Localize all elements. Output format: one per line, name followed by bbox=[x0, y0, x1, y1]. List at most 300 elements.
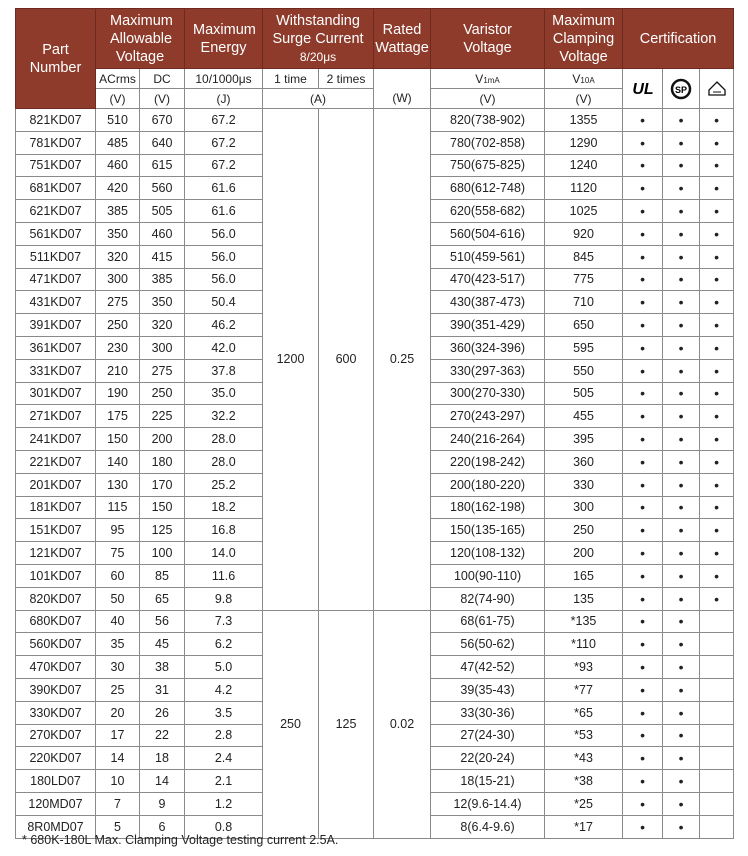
acrms-cell: 5 bbox=[96, 815, 140, 838]
dc-cell: 225 bbox=[140, 405, 185, 428]
dc-cell: 45 bbox=[140, 633, 185, 656]
cert-mark-cell: • bbox=[700, 336, 734, 359]
varistor-voltage-cell: 510(459-561) bbox=[431, 245, 545, 268]
clamping-voltage-cell: 650 bbox=[545, 314, 623, 337]
cert-mark-cell: • bbox=[663, 519, 700, 542]
header-varistor-voltage: Varistor Voltage bbox=[431, 9, 545, 69]
varistor-voltage-cell: 330(297-363) bbox=[431, 359, 545, 382]
cert-mark-cell: • bbox=[663, 747, 700, 770]
energy-cell: 67.2 bbox=[185, 131, 263, 154]
clamping-voltage-cell: 300 bbox=[545, 496, 623, 519]
dc-cell: 640 bbox=[140, 131, 185, 154]
dc-cell: 180 bbox=[140, 450, 185, 473]
energy-cell: 61.6 bbox=[185, 177, 263, 200]
varistor-voltage-cell: 360(324-396) bbox=[431, 336, 545, 359]
dc-cell: 65 bbox=[140, 587, 185, 610]
cert-mark-cell bbox=[700, 633, 734, 656]
energy-cell: 1.2 bbox=[185, 792, 263, 815]
dc-cell: 22 bbox=[140, 724, 185, 747]
ul-icon bbox=[623, 69, 663, 109]
cert-mark-cell: • bbox=[663, 268, 700, 291]
varistor-voltage-cell: 27(24-30) bbox=[431, 724, 545, 747]
cert-mark-cell: • bbox=[663, 291, 700, 314]
part-number-cell: 781KD07 bbox=[16, 131, 96, 154]
cert-mark-cell: • bbox=[623, 815, 663, 838]
cert-mark-cell bbox=[700, 610, 734, 633]
energy-cell: 7.3 bbox=[185, 610, 263, 633]
cert-mark-cell: • bbox=[663, 815, 700, 838]
cert-mark-cell: • bbox=[623, 291, 663, 314]
acrms-cell: 95 bbox=[96, 519, 140, 542]
clamping-voltage-cell: 360 bbox=[545, 450, 623, 473]
cert-mark-cell: • bbox=[623, 633, 663, 656]
part-number-cell: 621KD07 bbox=[16, 200, 96, 223]
cert-mark-cell: • bbox=[700, 109, 734, 132]
cert-mark-cell: • bbox=[623, 245, 663, 268]
acrms-cell: 350 bbox=[96, 222, 140, 245]
cert-mark-cell: • bbox=[663, 770, 700, 793]
energy-cell: 35.0 bbox=[185, 382, 263, 405]
cert-mark-cell: • bbox=[700, 245, 734, 268]
part-number-cell: 560KD07 bbox=[16, 633, 96, 656]
acrms-cell: 75 bbox=[96, 542, 140, 565]
cert-mark-cell: • bbox=[700, 291, 734, 314]
cert-mark-cell: • bbox=[663, 245, 700, 268]
part-number-cell: 511KD07 bbox=[16, 245, 96, 268]
cert-mark-cell: • bbox=[700, 382, 734, 405]
cert-mark-cell: • bbox=[663, 428, 700, 451]
energy-cell: 28.0 bbox=[185, 428, 263, 451]
dc-cell: 26 bbox=[140, 701, 185, 724]
dc-cell: 350 bbox=[140, 291, 185, 314]
part-number-cell: 271KD07 bbox=[16, 405, 96, 428]
part-number-cell: 221KD07 bbox=[16, 450, 96, 473]
footnote: * 680K-180L Max. Clamping Voltage testing current 2.5A. bbox=[22, 833, 339, 847]
dc-cell: 200 bbox=[140, 428, 185, 451]
cert-mark-cell: • bbox=[663, 701, 700, 724]
cert-mark-cell: • bbox=[700, 405, 734, 428]
varistor-voltage-cell: 39(35-43) bbox=[431, 678, 545, 701]
varistor-voltage-cell: 390(351-429) bbox=[431, 314, 545, 337]
header-unit-v-ac: (V) bbox=[96, 89, 140, 109]
energy-cell: 16.8 bbox=[185, 519, 263, 542]
acrms-cell: 460 bbox=[96, 154, 140, 177]
energy-cell: 56.0 bbox=[185, 268, 263, 291]
surge-1-time-cell: 1200 bbox=[263, 109, 319, 611]
cert-mark-cell: • bbox=[663, 496, 700, 519]
header-unit-w: (W) bbox=[374, 69, 431, 109]
acrms-cell: 115 bbox=[96, 496, 140, 519]
csa-icon bbox=[663, 69, 700, 109]
varistor-voltage-cell: 470(423-517) bbox=[431, 268, 545, 291]
part-number-cell: 751KD07 bbox=[16, 154, 96, 177]
energy-cell: 46.2 bbox=[185, 314, 263, 337]
acrms-cell: 190 bbox=[96, 382, 140, 405]
varistor-voltage-cell: 430(387-473) bbox=[431, 291, 545, 314]
surge-1-time-cell: 250 bbox=[263, 610, 319, 838]
header-acrms: ACrms bbox=[96, 69, 140, 89]
dc-cell: 415 bbox=[140, 245, 185, 268]
dc-cell: 100 bbox=[140, 542, 185, 565]
energy-cell: 32.2 bbox=[185, 405, 263, 428]
acrms-cell: 40 bbox=[96, 610, 140, 633]
part-number-cell: 270KD07 bbox=[16, 724, 96, 747]
cert-mark-cell: • bbox=[623, 792, 663, 815]
cert-mark-cell: • bbox=[700, 564, 734, 587]
cert-mark-cell: • bbox=[663, 109, 700, 132]
dc-cell: 85 bbox=[140, 564, 185, 587]
cert-mark-cell: • bbox=[623, 405, 663, 428]
cert-mark-cell: • bbox=[700, 359, 734, 382]
cert-mark-cell: • bbox=[663, 131, 700, 154]
acrms-cell: 17 bbox=[96, 724, 140, 747]
energy-cell: 6.2 bbox=[185, 633, 263, 656]
varistor-voltage-cell: 150(135-165) bbox=[431, 519, 545, 542]
varistor-voltage-cell: 100(90-110) bbox=[431, 564, 545, 587]
varistor-voltage-cell: 750(675-825) bbox=[431, 154, 545, 177]
header-unit-j: (J) bbox=[185, 89, 263, 109]
acrms-cell: 510 bbox=[96, 109, 140, 132]
dc-cell: 31 bbox=[140, 678, 185, 701]
part-number-cell: 820KD07 bbox=[16, 587, 96, 610]
acrms-cell: 20 bbox=[96, 701, 140, 724]
energy-cell: 2.1 bbox=[185, 770, 263, 793]
header-v10a: V10A bbox=[545, 69, 623, 89]
cert-mark-cell: • bbox=[623, 678, 663, 701]
cert-mark-cell bbox=[700, 747, 734, 770]
part-number-cell: 331KD07 bbox=[16, 359, 96, 382]
energy-cell: 67.2 bbox=[185, 154, 263, 177]
energy-cell: 11.6 bbox=[185, 564, 263, 587]
varistor-voltage-cell: 120(108-132) bbox=[431, 542, 545, 565]
cert-mark-cell: • bbox=[700, 519, 734, 542]
energy-cell: 25.2 bbox=[185, 473, 263, 496]
cert-mark-cell: • bbox=[700, 587, 734, 610]
header-max-allowable-voltage: Maximum Allowable Voltage bbox=[96, 9, 185, 69]
clamping-voltage-cell: 330 bbox=[545, 473, 623, 496]
svg-text:SP: SP bbox=[675, 84, 688, 95]
cert-mark-cell: • bbox=[663, 450, 700, 473]
clamping-voltage-cell: *110 bbox=[545, 633, 623, 656]
cert-mark-cell: • bbox=[623, 656, 663, 679]
energy-cell: 4.2 bbox=[185, 678, 263, 701]
varistor-voltage-cell: 220(198-242) bbox=[431, 450, 545, 473]
part-number-cell: 241KD07 bbox=[16, 428, 96, 451]
clamping-voltage-cell: 200 bbox=[545, 542, 623, 565]
dc-cell: 460 bbox=[140, 222, 185, 245]
part-number-cell: 201KD07 bbox=[16, 473, 96, 496]
cert-mark-cell: • bbox=[623, 382, 663, 405]
cert-mark-cell bbox=[700, 815, 734, 838]
cert-mark-cell: • bbox=[663, 792, 700, 815]
acrms-cell: 385 bbox=[96, 200, 140, 223]
varistor-voltage-cell: 560(504-616) bbox=[431, 222, 545, 245]
cert-mark-cell: • bbox=[623, 268, 663, 291]
energy-cell: 2.8 bbox=[185, 724, 263, 747]
energy-cell: 67.2 bbox=[185, 109, 263, 132]
dc-cell: 6 bbox=[140, 815, 185, 838]
energy-cell: 2.4 bbox=[185, 747, 263, 770]
part-number-cell: 680KD07 bbox=[16, 610, 96, 633]
acrms-cell: 50 bbox=[96, 587, 140, 610]
part-number-cell: 361KD07 bbox=[16, 336, 96, 359]
dc-cell: 125 bbox=[140, 519, 185, 542]
cert-mark-cell: • bbox=[700, 496, 734, 519]
cert-mark-cell: • bbox=[700, 542, 734, 565]
part-number-cell: 181KD07 bbox=[16, 496, 96, 519]
cert-mark-cell: • bbox=[663, 154, 700, 177]
acrms-cell: 7 bbox=[96, 792, 140, 815]
acrms-cell: 60 bbox=[96, 564, 140, 587]
cert-mark-cell: • bbox=[623, 336, 663, 359]
cert-mark-cell: • bbox=[700, 428, 734, 451]
varistor-voltage-cell: 780(702-858) bbox=[431, 131, 545, 154]
cert-mark-cell bbox=[700, 770, 734, 793]
varistor-voltage-cell: 300(270-330) bbox=[431, 382, 545, 405]
cert-mark-cell bbox=[700, 724, 734, 747]
energy-cell: 56.0 bbox=[185, 222, 263, 245]
clamping-voltage-cell: 920 bbox=[545, 222, 623, 245]
acrms-cell: 320 bbox=[96, 245, 140, 268]
cert-mark-cell: • bbox=[623, 109, 663, 132]
clamping-voltage-cell: 550 bbox=[545, 359, 623, 382]
dc-cell: 300 bbox=[140, 336, 185, 359]
varistor-voltage-cell: 270(243-297) bbox=[431, 405, 545, 428]
acrms-cell: 140 bbox=[96, 450, 140, 473]
energy-cell: 61.6 bbox=[185, 200, 263, 223]
clamping-voltage-cell: *135 bbox=[545, 610, 623, 633]
clamping-voltage-cell: *43 bbox=[545, 747, 623, 770]
acrms-cell: 230 bbox=[96, 336, 140, 359]
dc-cell: 560 bbox=[140, 177, 185, 200]
cert-mark-cell bbox=[700, 701, 734, 724]
energy-cell: 50.4 bbox=[185, 291, 263, 314]
acrms-cell: 10 bbox=[96, 770, 140, 793]
varistor-voltage-cell: 12(9.6-14.4) bbox=[431, 792, 545, 815]
clamping-voltage-cell: 455 bbox=[545, 405, 623, 428]
clamping-voltage-cell: 505 bbox=[545, 382, 623, 405]
cert-mark-cell: • bbox=[663, 336, 700, 359]
acrms-cell: 35 bbox=[96, 633, 140, 656]
cert-mark-cell: • bbox=[623, 542, 663, 565]
dc-cell: 170 bbox=[140, 473, 185, 496]
dc-cell: 505 bbox=[140, 200, 185, 223]
header-rated-wattage: Rated Wattage bbox=[374, 9, 431, 69]
cert-mark-cell: • bbox=[700, 473, 734, 496]
dc-cell: 18 bbox=[140, 747, 185, 770]
acrms-cell: 30 bbox=[96, 656, 140, 679]
dc-cell: 385 bbox=[140, 268, 185, 291]
varistor-voltage-cell: 68(61-75) bbox=[431, 610, 545, 633]
varistor-voltage-cell: 680(612-748) bbox=[431, 177, 545, 200]
header-dc: DC bbox=[140, 69, 185, 89]
part-number-cell: 330KD07 bbox=[16, 701, 96, 724]
cert-mark-cell: • bbox=[623, 450, 663, 473]
varistor-voltage-cell: 240(216-264) bbox=[431, 428, 545, 451]
part-number-cell: 151KD07 bbox=[16, 519, 96, 542]
cert-mark-cell: • bbox=[663, 314, 700, 337]
cert-mark-cell: • bbox=[623, 724, 663, 747]
part-number-cell: 470KD07 bbox=[16, 656, 96, 679]
dc-cell: 275 bbox=[140, 359, 185, 382]
rated-wattage-cell: 0.02 bbox=[374, 610, 431, 838]
clamping-voltage-cell: 395 bbox=[545, 428, 623, 451]
cert-mark-cell: • bbox=[623, 473, 663, 496]
cert-mark-cell bbox=[700, 792, 734, 815]
acrms-cell: 275 bbox=[96, 291, 140, 314]
clamping-voltage-cell: *17 bbox=[545, 815, 623, 838]
acrms-cell: 14 bbox=[96, 747, 140, 770]
cert-mark-cell: • bbox=[663, 678, 700, 701]
cert-mark-cell: • bbox=[623, 564, 663, 587]
acrms-cell: 210 bbox=[96, 359, 140, 382]
varistor-voltage-cell: 33(30-36) bbox=[431, 701, 545, 724]
cert-mark-cell: • bbox=[663, 633, 700, 656]
header-one-time: 1 time bbox=[263, 69, 319, 89]
cert-mark-cell bbox=[700, 678, 734, 701]
clamping-voltage-cell: 1120 bbox=[545, 177, 623, 200]
part-number-cell: 120MD07 bbox=[16, 792, 96, 815]
cert-mark-cell: • bbox=[623, 610, 663, 633]
header-withstanding-surge: Withstanding Surge Current 8/20μs bbox=[263, 9, 374, 69]
varistor-voltage-cell: 8(6.4-9.6) bbox=[431, 815, 545, 838]
part-number-cell: 390KD07 bbox=[16, 678, 96, 701]
table-row bbox=[16, 109, 734, 132]
part-number-cell: 121KD07 bbox=[16, 542, 96, 565]
header-unit-v-clamp: (V) bbox=[545, 89, 623, 109]
cert-mark-cell: • bbox=[623, 701, 663, 724]
cert-mark-cell: • bbox=[623, 200, 663, 223]
clamping-voltage-cell: *65 bbox=[545, 701, 623, 724]
energy-cell: 14.0 bbox=[185, 542, 263, 565]
varistor-voltage-cell: 82(74-90) bbox=[431, 587, 545, 610]
clamping-voltage-cell: 1355 bbox=[545, 109, 623, 132]
part-number-cell: 431KD07 bbox=[16, 291, 96, 314]
cert-mark-cell: • bbox=[700, 450, 734, 473]
header-certification: Certification bbox=[623, 9, 734, 69]
rated-wattage-cell: 0.25 bbox=[374, 109, 431, 611]
cert-mark-cell: • bbox=[663, 405, 700, 428]
cert-mark-cell: • bbox=[663, 222, 700, 245]
part-number-cell: 180LD07 bbox=[16, 770, 96, 793]
clamping-voltage-cell: *53 bbox=[545, 724, 623, 747]
table-row bbox=[16, 610, 734, 633]
clamping-voltage-cell: *93 bbox=[545, 656, 623, 679]
part-number-cell: 561KD07 bbox=[16, 222, 96, 245]
header-two-times: 2 times bbox=[319, 69, 374, 89]
part-number-cell: 101KD07 bbox=[16, 564, 96, 587]
header-max-energy: Maximum Energy bbox=[185, 9, 263, 69]
dc-cell: 250 bbox=[140, 382, 185, 405]
clamping-voltage-cell: 250 bbox=[545, 519, 623, 542]
energy-cell: 28.0 bbox=[185, 450, 263, 473]
part-number-cell: 8R0MD07 bbox=[16, 815, 96, 838]
energy-cell: 18.2 bbox=[185, 496, 263, 519]
header-energy-sub: 10/1000μs bbox=[185, 69, 263, 89]
acrms-cell: 25 bbox=[96, 678, 140, 701]
part-number-cell: 681KD07 bbox=[16, 177, 96, 200]
header-part-number: Part Number bbox=[16, 9, 96, 109]
dc-cell: 38 bbox=[140, 656, 185, 679]
part-number-cell: 821KD07 bbox=[16, 109, 96, 132]
clamping-voltage-cell: 845 bbox=[545, 245, 623, 268]
clamping-voltage-cell: 775 bbox=[545, 268, 623, 291]
dc-cell: 9 bbox=[140, 792, 185, 815]
clamping-voltage-cell: 1240 bbox=[545, 154, 623, 177]
cert-mark-cell: • bbox=[663, 359, 700, 382]
varistor-voltage-cell: 47(42-52) bbox=[431, 656, 545, 679]
part-number-cell: 471KD07 bbox=[16, 268, 96, 291]
clamping-voltage-cell: 1290 bbox=[545, 131, 623, 154]
dc-cell: 320 bbox=[140, 314, 185, 337]
dc-cell: 670 bbox=[140, 109, 185, 132]
cert-mark-cell: • bbox=[663, 564, 700, 587]
header-unit-v-dc: (V) bbox=[140, 89, 185, 109]
surge-2-times-cell: 125 bbox=[319, 610, 374, 838]
cert-mark-cell: • bbox=[663, 656, 700, 679]
cert-mark-cell: • bbox=[663, 610, 700, 633]
varistor-voltage-cell: 18(15-21) bbox=[431, 770, 545, 793]
header-unit-v-varistor: (V) bbox=[431, 89, 545, 109]
clamping-voltage-cell: 135 bbox=[545, 587, 623, 610]
cert-mark-cell: • bbox=[623, 222, 663, 245]
cert-mark-cell: • bbox=[623, 359, 663, 382]
clamping-voltage-cell: 165 bbox=[545, 564, 623, 587]
header-unit-a: (A) bbox=[263, 89, 374, 109]
header-max-clamping-voltage: Maximum Clamping Voltage bbox=[545, 9, 623, 69]
dc-cell: 150 bbox=[140, 496, 185, 519]
acrms-cell: 485 bbox=[96, 131, 140, 154]
varistor-voltage-cell: 200(180-220) bbox=[431, 473, 545, 496]
acrms-cell: 300 bbox=[96, 268, 140, 291]
energy-cell: 5.0 bbox=[185, 656, 263, 679]
dc-cell: 615 bbox=[140, 154, 185, 177]
varistor-voltage-cell: 180(162-198) bbox=[431, 496, 545, 519]
acrms-cell: 130 bbox=[96, 473, 140, 496]
cert-mark-cell: • bbox=[623, 747, 663, 770]
cert-mark-cell: • bbox=[700, 268, 734, 291]
cert-mark-cell: • bbox=[663, 200, 700, 223]
clamping-voltage-cell: 595 bbox=[545, 336, 623, 359]
varistor-voltage-cell: 56(50-62) bbox=[431, 633, 545, 656]
part-number-cell: 220KD07 bbox=[16, 747, 96, 770]
cert-mark-cell: • bbox=[700, 154, 734, 177]
cert-mark-cell: • bbox=[623, 131, 663, 154]
cert-mark-cell: • bbox=[700, 314, 734, 337]
cert-mark-cell: • bbox=[623, 177, 663, 200]
cert-mark-cell: • bbox=[700, 177, 734, 200]
cert-mark-cell: • bbox=[663, 724, 700, 747]
varistor-voltage-cell: 620(558-682) bbox=[431, 200, 545, 223]
clamping-voltage-cell: *77 bbox=[545, 678, 623, 701]
cert-mark-cell: • bbox=[623, 519, 663, 542]
cert-mark-cell: • bbox=[663, 473, 700, 496]
cert-mark-cell: • bbox=[623, 587, 663, 610]
header-v1ma: V1mA bbox=[431, 69, 545, 89]
cert-mark-cell: • bbox=[700, 200, 734, 223]
cert-mark-cell: • bbox=[700, 222, 734, 245]
energy-cell: 0.8 bbox=[185, 815, 263, 838]
acrms-cell: 175 bbox=[96, 405, 140, 428]
cert-mark-cell: • bbox=[623, 428, 663, 451]
cert-mark-cell: • bbox=[623, 314, 663, 337]
varistor-voltage-cell: 22(20-24) bbox=[431, 747, 545, 770]
clamping-voltage-cell: 1025 bbox=[545, 200, 623, 223]
acrms-cell: 250 bbox=[96, 314, 140, 337]
svg-text:UL: UL bbox=[631, 80, 654, 98]
energy-cell: 56.0 bbox=[185, 245, 263, 268]
clamping-voltage-cell: 710 bbox=[545, 291, 623, 314]
